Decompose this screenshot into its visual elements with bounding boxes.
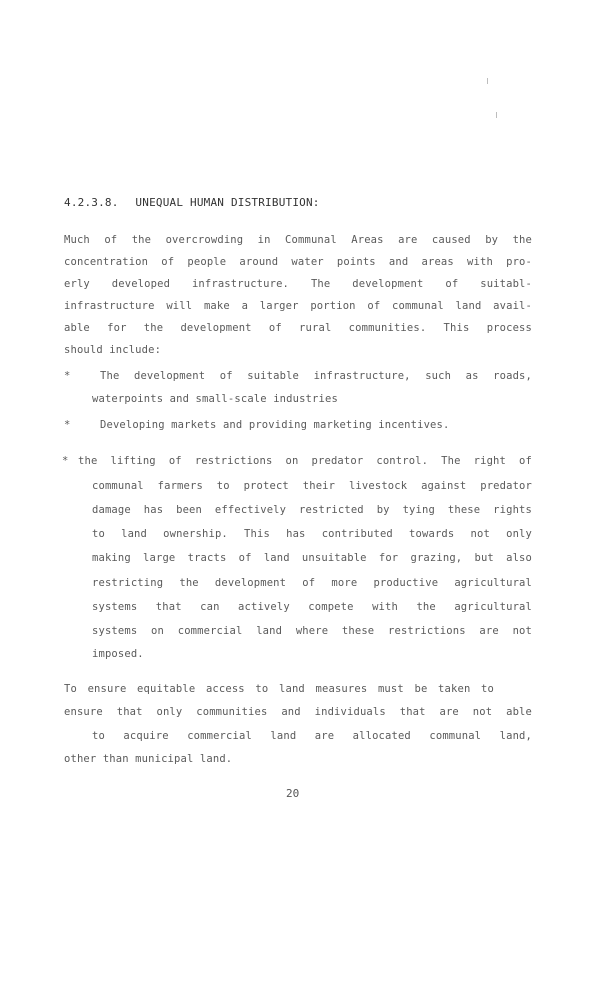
bullet-line: systems that can actively compete with the agricultural (92, 601, 532, 613)
bullet-line: damage has been effectively restricted by tying these rights (92, 504, 532, 516)
paragraph-line: To ensure equitable access to land measures must be taken to (64, 683, 494, 695)
scan-speck (487, 78, 488, 84)
paragraph-line: other than municipal land. (64, 753, 233, 765)
bullet-marker: * (64, 419, 71, 431)
paragraph-line: able for the development of rural communities. This process (64, 322, 532, 334)
scan-speck (496, 112, 497, 118)
bullet-line: the lifting of restrictions on predator control. The right of (78, 455, 532, 467)
section-heading (64, 196, 320, 209)
bullet-line: systems on commercial land where these restrictions are not (92, 625, 532, 637)
bullet-line: waterpoints and small-scale industries (92, 393, 338, 405)
section-title: UNEQUAL HUMAN DISTRIBUTION: (135, 196, 320, 209)
paragraph-line: should include: (64, 344, 162, 356)
bullet-line: imposed. (92, 648, 144, 660)
paragraph-line: concentration of people around water points and areas with pro- (64, 256, 532, 268)
bullet-marker: * (64, 370, 71, 382)
bullet-marker: * (62, 455, 69, 467)
paragraph-line: Much of the overcrowding in Communal Areas are caused by the (64, 234, 532, 246)
paragraph-line: erly developed infrastructure. The development of suitabl- (64, 278, 532, 290)
bullet-line: making large tracts of land unsuitable for grazing, but also (92, 552, 532, 564)
paragraph-line: ensure that only communities and individuals that are not able (64, 706, 532, 718)
section-number: 4.2.3.8. (64, 196, 119, 209)
bullet-line: restricting the development of more productive agricultural (92, 577, 532, 589)
page-number: 20 (286, 787, 300, 800)
bullet-line: to land ownership. This has contributed towards not only (92, 528, 532, 540)
paragraph-line: infrastructure will make a larger portion of communal land avail- (64, 300, 532, 312)
bullet-line: Developing markets and providing marketing incentives. (100, 419, 450, 431)
bullet-line: The development of suitable infrastructure, such as roads, (100, 370, 532, 382)
bullet-line: communal farmers to protect their livestock against predator (92, 480, 532, 492)
paragraph-line: to acquire commercial land are allocated communal land, (92, 730, 532, 742)
